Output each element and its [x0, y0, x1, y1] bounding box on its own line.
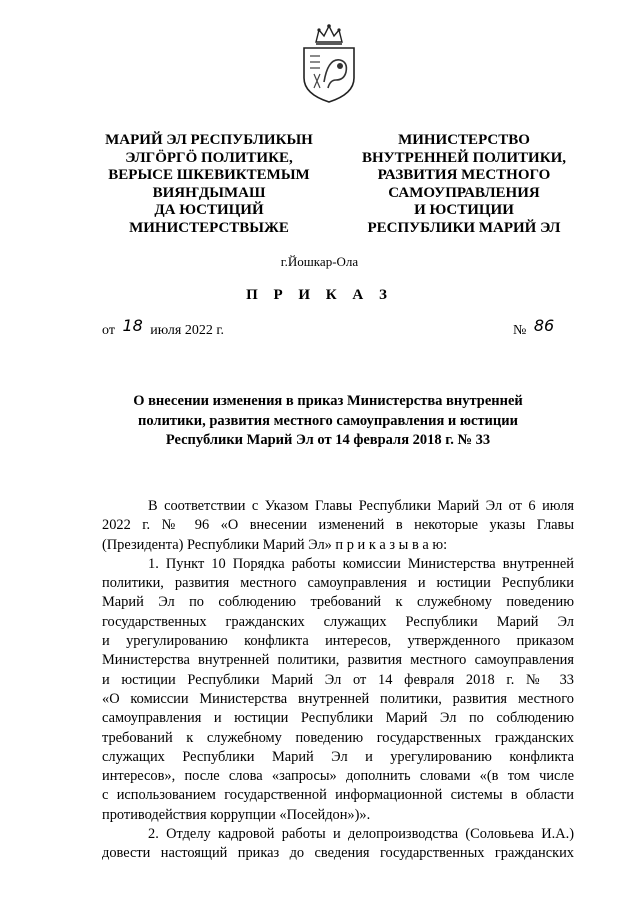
body-line: довести настоящий приказ до сведения государственных гражданских	[102, 845, 574, 862]
body-line: противодействия коррупции «Посейдон»)».	[102, 806, 371, 823]
order-subject	[118, 392, 538, 451]
body-line: политики, развития местного самоуправления и юстиции Республики	[102, 575, 574, 592]
body-line: интересов», после слова «запросы» дополнить словами «(в том числе	[102, 768, 574, 785]
subject-line: политики, развития местного самоуправления и юстиции	[138, 412, 518, 429]
number-value-handwritten: 86	[533, 316, 555, 335]
body-line: государственных гражданских служащих Республики Марий Эл	[102, 613, 574, 630]
header-left-line: ДА ЮСТИЦИЙ	[154, 202, 264, 219]
header-left-line: ВЕРЫСЕ ШКЕВИКТЕМЫМ	[108, 167, 310, 184]
body-line: 2. Отделу кадровой работы и делопроизводства (Соловьева И.А.)	[148, 826, 574, 843]
header-left-line: МИНИСТЕРСТВЫЖЕ	[129, 219, 289, 236]
body-line: и юстиции Республики Марий Эл от 14 февраля 2018 г. № 33	[102, 671, 574, 688]
header-left-line: ВИЯҤДЫМАШ	[152, 184, 266, 201]
header-marii-ministry-name	[104, 132, 314, 238]
city-name: г.Йошкар-Ола	[280, 254, 359, 269]
body-line: требований к служебному поведению государственных гражданских	[102, 729, 574, 746]
header-right-line: САМОУПРАВЛЕНИЯ	[388, 184, 540, 201]
header-right-line: МИНИСТЕРСТВО	[398, 132, 530, 148]
coat-of-arms-emblem	[300, 22, 358, 104]
body-line: с использованием государственной информационной системы в области	[102, 787, 574, 804]
order-body-text	[102, 497, 574, 864]
subject-line: Республики Марий Эл от 14 февраля 2018 г. № 33	[165, 432, 491, 448]
body-line: 2022 г. № 96 «О внесении изменений в некоторые указы Главы	[102, 517, 574, 534]
header-right-line: РЕСПУБЛИКИ МАРИЙ ЭЛ	[367, 219, 561, 236]
body-line: и урегулированию конфликта интересов, утвержденного приказом	[102, 633, 574, 650]
body-line: Марий Эл по соблюдению требований к служебному поведению	[102, 594, 574, 611]
body-line: служащих Республики Марий Эл и урегулированию конфликта	[102, 748, 574, 765]
header-left-line: ЭЛГÖРГÖ ПОЛИТИКЕ,	[125, 149, 293, 166]
number-prefix: №	[513, 323, 527, 338]
order-date	[102, 316, 224, 339]
header-right-line: РАЗВИТИЯ МЕСТНОГО	[377, 167, 551, 184]
order-number	[513, 316, 558, 339]
body-line: 1. Пункт 10 Порядка работы комиссии Министерства внутренней	[148, 555, 574, 572]
date-day-handwritten: 18	[122, 316, 143, 335]
header-left-line: МАРИЙ ЭЛ РЕСПУБЛИКЫН	[105, 132, 313, 148]
body-line: «О комиссии Министерства внутренней политики, развития местного	[102, 690, 574, 707]
body-line: Министерства внутренней политики, развития местного самоуправления	[102, 652, 574, 669]
header-russian-ministry-name	[352, 132, 576, 238]
document-type-title: П Р И К А З	[246, 287, 393, 303]
date-prefix: от	[102, 323, 115, 338]
body-line: В соответствии с Указом Главы Республики Марий Эл от 6 июля	[148, 498, 574, 514]
subject-line: О внесении изменения в приказ Министерства внутренней	[133, 393, 523, 409]
body-line: (Президента) Республики Марий Эл» п р и к а з ы в а ю:	[102, 536, 448, 553]
body-line: самоуправления и юстиции Республики Марий Эл по соблюдению	[102, 710, 574, 727]
header-right-line: И ЮСТИЦИИ	[414, 202, 514, 219]
date-month-year: июля 2022 г.	[150, 323, 224, 338]
header-right-line: ВНУТРЕННЕЙ ПОЛИТИКИ,	[361, 149, 566, 166]
